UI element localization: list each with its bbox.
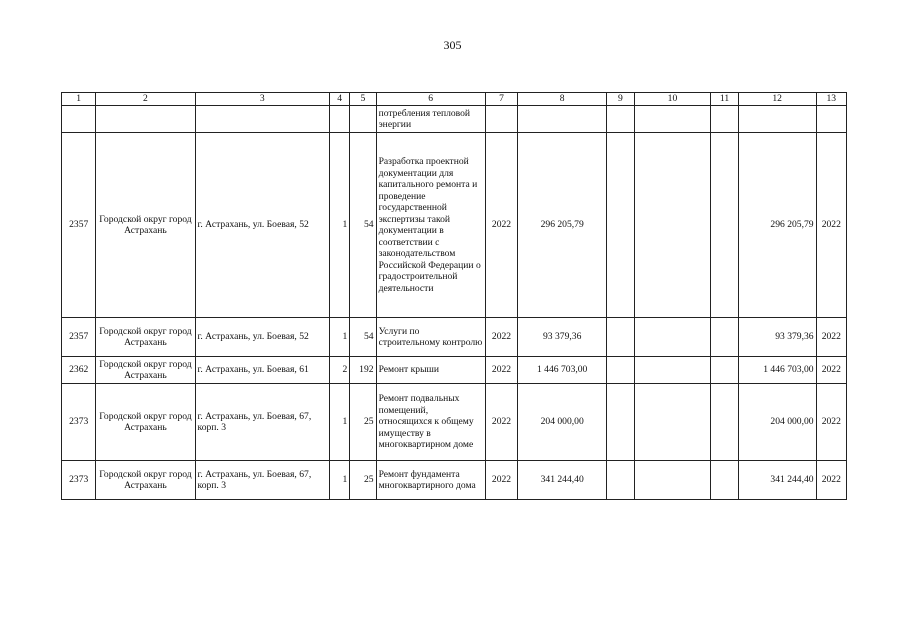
cost-cell: 296 205,79 <box>518 133 607 318</box>
column-header: 10 <box>634 93 711 106</box>
total-cell: 93 379,36 <box>738 318 816 357</box>
total-cell: 296 205,79 <box>738 133 816 318</box>
table-row-continuation <box>62 106 847 133</box>
row-id: 2373 <box>62 384 96 461</box>
municipality-cell: Городской округ город Астрахань <box>96 318 195 357</box>
col9-cell <box>607 461 634 500</box>
column-header: 12 <box>738 93 816 106</box>
address-cell: г. Астрахань, ул. Боевая, 61 <box>195 357 330 384</box>
row-id: 2373 <box>62 461 96 500</box>
work-description: Ремонт подвальных помещений, относящихся к общему имуществу в многоквартирном доме <box>376 384 485 461</box>
total-cell: 204 000,00 <box>738 384 816 461</box>
col11-cell <box>711 461 738 500</box>
year-end-cell: 2022 <box>816 318 846 357</box>
column-header: 11 <box>711 93 738 106</box>
column-header: 7 <box>485 93 517 106</box>
column-header: 1 <box>62 93 96 106</box>
cost-cell: 204 000,00 <box>518 384 607 461</box>
total-cell: 1 446 703,00 <box>738 357 816 384</box>
col9-cell <box>607 384 634 461</box>
col4-cell: 2 <box>330 357 350 384</box>
year-cell: 2022 <box>485 461 517 500</box>
row-id: 2362 <box>62 357 96 384</box>
work-description: Ремонт фундамента многоквартирного дома <box>376 461 485 500</box>
col5-cell: 192 <box>350 357 376 384</box>
column-header: 4 <box>330 93 350 106</box>
col5-cell: 25 <box>350 461 376 500</box>
municipality-cell: Городской округ город Астрахань <box>96 133 195 318</box>
col9-cell <box>607 133 634 318</box>
address-cell: г. Астрахань, ул. Боевая, 67, корп. 3 <box>195 384 330 461</box>
year-cell: 2022 <box>485 318 517 357</box>
column-header: 3 <box>195 93 330 106</box>
year-end-cell: 2022 <box>816 133 846 318</box>
col9-cell <box>607 318 634 357</box>
address-cell: г. Астрахань, ул. Боевая, 52 <box>195 318 330 357</box>
year-end-cell: 2022 <box>816 384 846 461</box>
cost-cell: 93 379,36 <box>518 318 607 357</box>
row-id: 2357 <box>62 318 96 357</box>
year-cell: 2022 <box>485 357 517 384</box>
capital-repair-table <box>61 92 847 500</box>
col5-cell: 54 <box>350 318 376 357</box>
col5-cell: 54 <box>350 133 376 318</box>
col4-cell: 1 <box>330 318 350 357</box>
col4-cell: 1 <box>330 461 350 500</box>
cost-cell: 1 446 703,00 <box>518 357 607 384</box>
col11-cell <box>711 357 738 384</box>
col11-cell <box>711 133 738 318</box>
work-description: Разработка проектной документации для капитального ремонта и проведение государственной экспертизы такой документации в соответствии с законодательством Российской Федерации о градостроительной деятельности <box>376 133 485 318</box>
row-id: 2357 <box>62 133 96 318</box>
col9-cell <box>607 357 634 384</box>
column-header: 9 <box>607 93 634 106</box>
col4-cell: 1 <box>330 133 350 318</box>
table-header-row <box>62 93 847 106</box>
col4-cell: 1 <box>330 384 350 461</box>
column-header: 13 <box>816 93 846 106</box>
table-row <box>62 384 847 461</box>
col10-cell <box>634 318 711 357</box>
col10-cell <box>634 461 711 500</box>
table-row <box>62 461 847 500</box>
table-row <box>62 357 847 384</box>
column-header: 8 <box>518 93 607 106</box>
year-end-cell: 2022 <box>816 461 846 500</box>
col5-cell: 25 <box>350 384 376 461</box>
address-cell: г. Астрахань, ул. Боевая, 67, корп. 3 <box>195 461 330 500</box>
municipality-cell: Городской округ город Астрахань <box>96 461 195 500</box>
column-header: 5 <box>350 93 376 106</box>
col10-cell <box>634 384 711 461</box>
year-cell: 2022 <box>485 384 517 461</box>
municipality-cell: Городской округ город Астрахань <box>96 357 195 384</box>
column-header: 6 <box>376 93 485 106</box>
column-header: 2 <box>96 93 195 106</box>
address-cell: г. Астрахань, ул. Боевая, 52 <box>195 133 330 318</box>
municipality-cell: Городской округ город Астрахань <box>96 384 195 461</box>
col11-cell <box>711 384 738 461</box>
table-row <box>62 318 847 357</box>
col10-cell <box>634 357 711 384</box>
work-description: Услуги по строительному контролю <box>376 318 485 357</box>
table-row <box>62 133 847 318</box>
work-description: Ремонт крыши <box>376 357 485 384</box>
cost-cell: 341 244,40 <box>518 461 607 500</box>
col10-cell <box>634 133 711 318</box>
col11-cell <box>711 318 738 357</box>
page-number: 305 <box>443 38 462 52</box>
work-description: потребления тепловой энергии <box>376 106 485 133</box>
year-cell: 2022 <box>485 133 517 318</box>
year-end-cell: 2022 <box>816 357 846 384</box>
total-cell: 341 244,40 <box>738 461 816 500</box>
